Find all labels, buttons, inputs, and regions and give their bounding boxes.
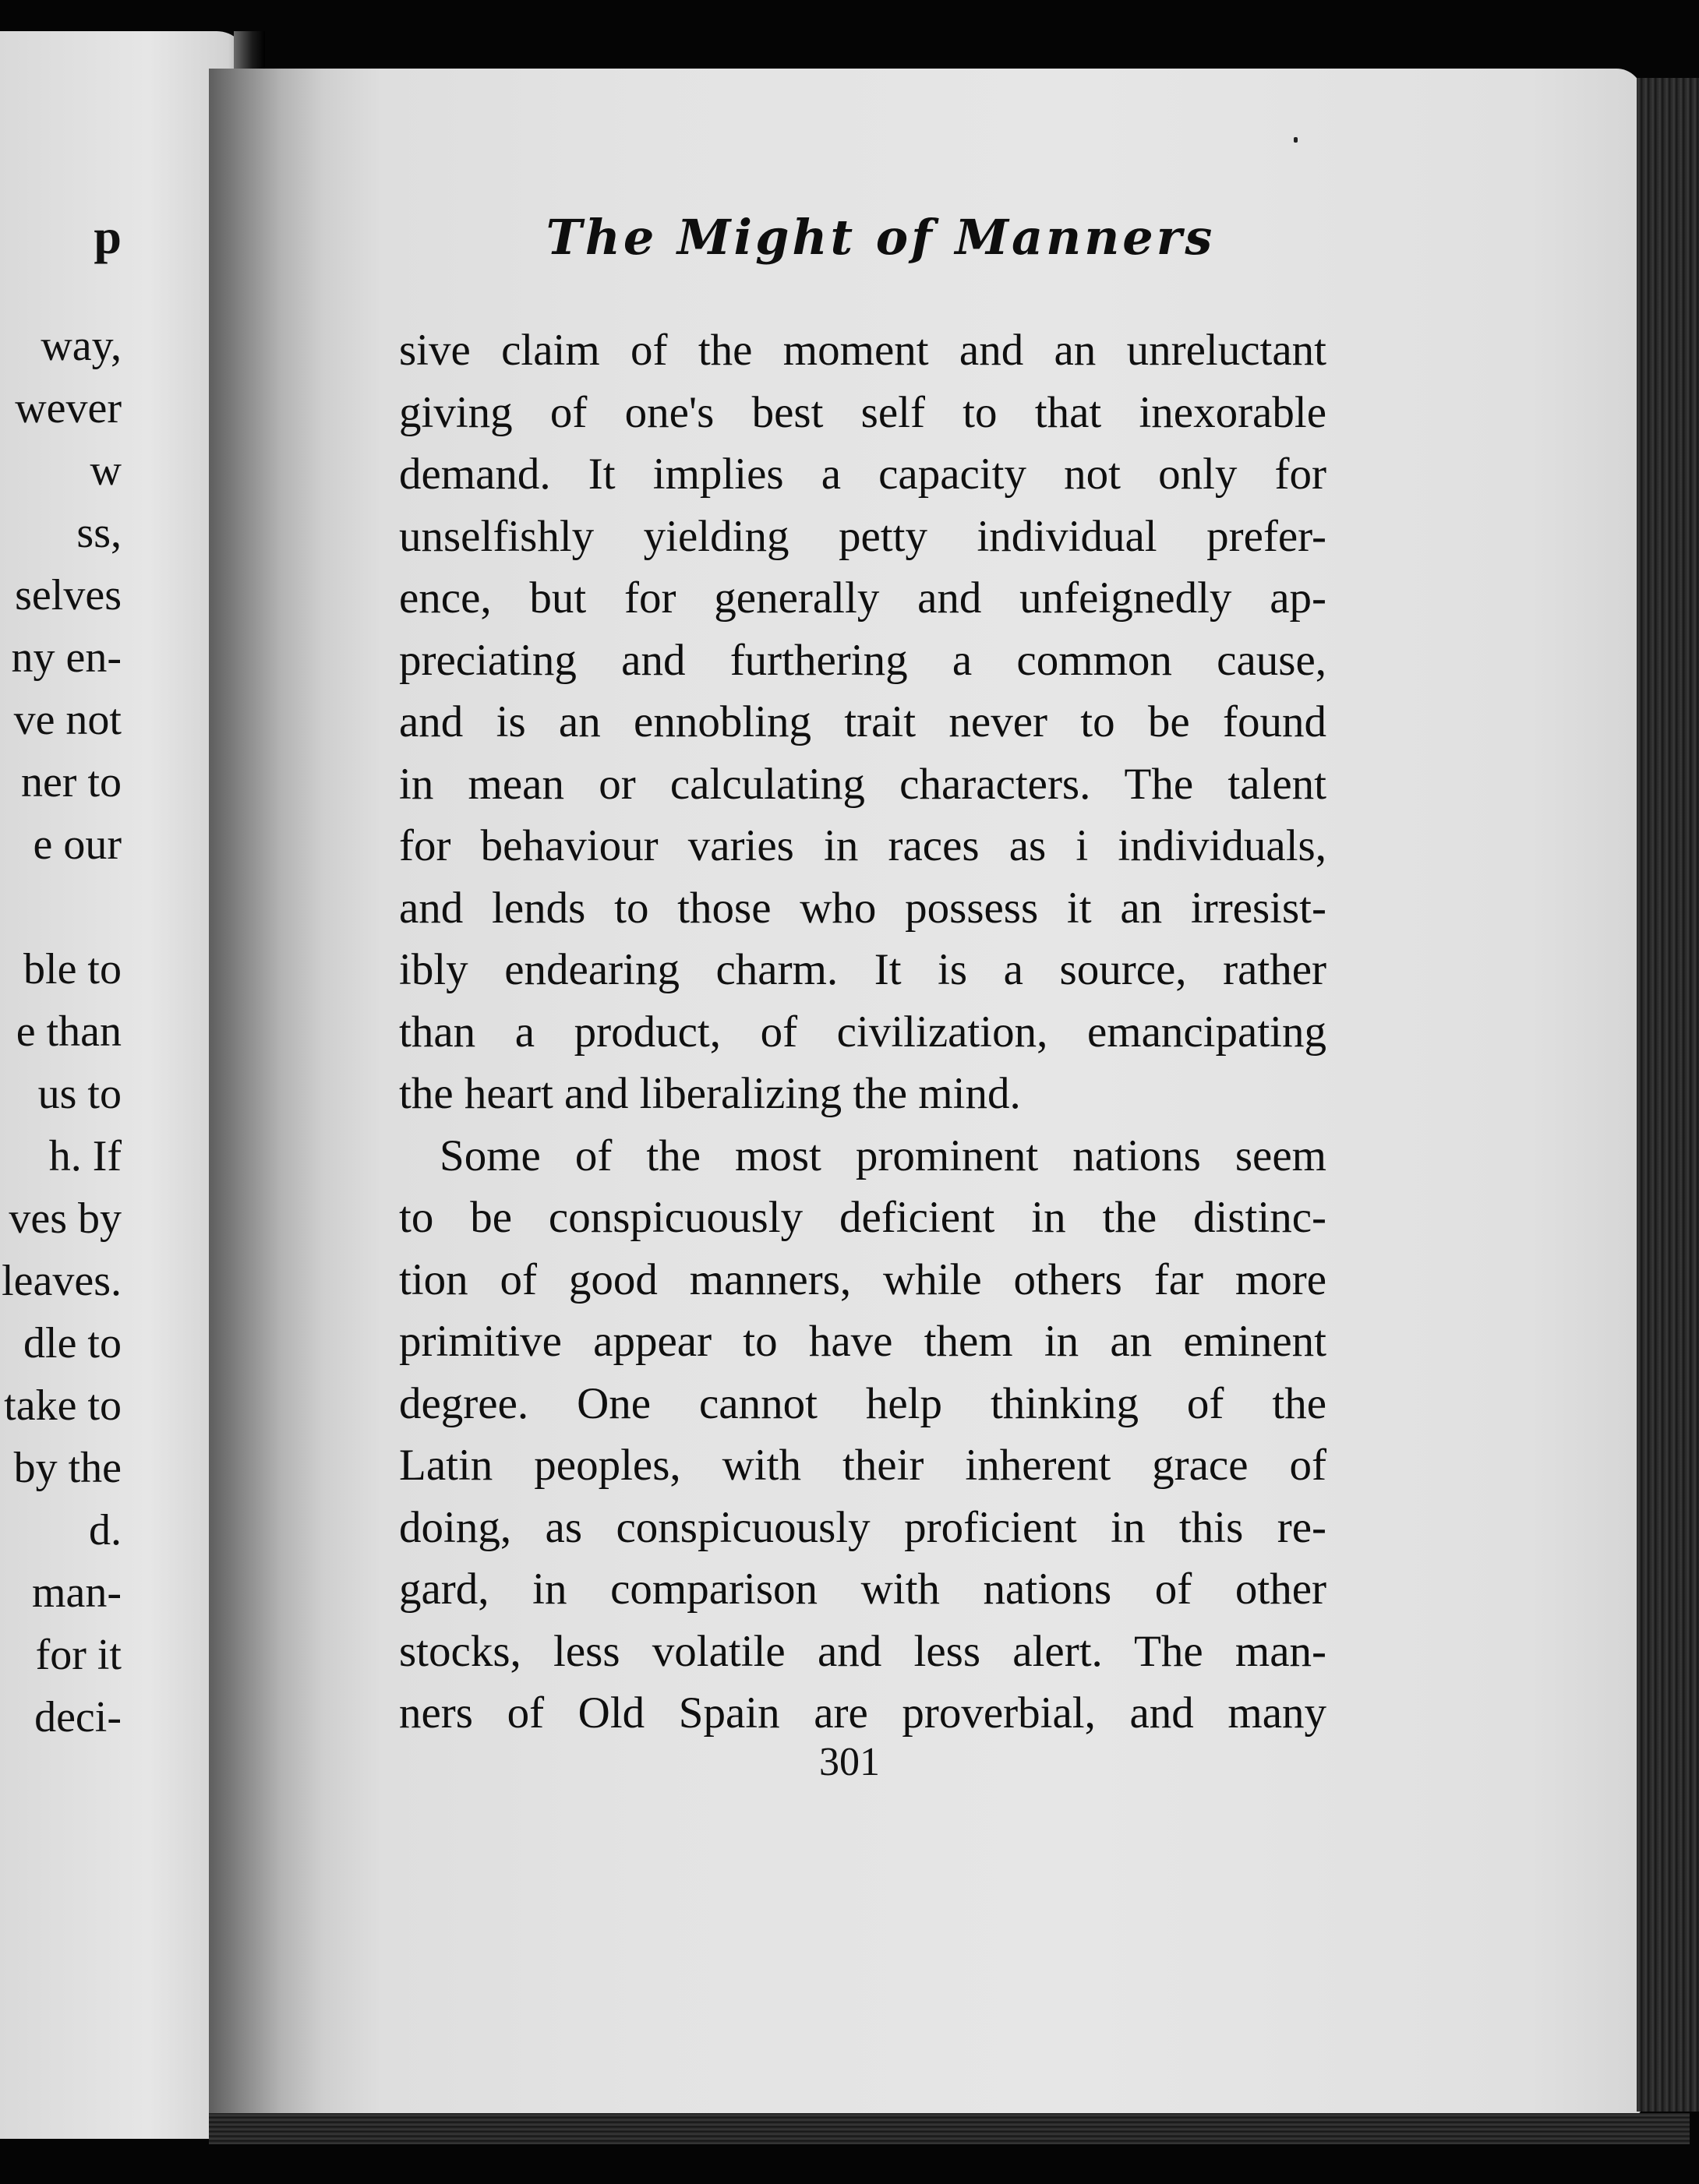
left-fragment: man-: [31, 1568, 122, 1617]
text-line: stocks, less volatile and less alert. The man-: [399, 1626, 1326, 1676]
left-fragment: leaves.: [2, 1257, 122, 1305]
running-head: The Might of Manners: [546, 209, 1216, 266]
dust-speck: [1294, 137, 1298, 143]
left-fragment: ss,: [76, 509, 122, 557]
left-fragment: us to: [37, 1070, 122, 1118]
left-fragment: ves by: [9, 1194, 122, 1243]
text-line: than a product, of civilization, emancipating: [399, 1007, 1326, 1057]
text-line: sive claim of the moment and an unreluctant: [399, 326, 1326, 375]
text-line: giving of one's best self to that inexorable: [399, 387, 1326, 437]
text-line: unselfishly yielding petty individual prefer-: [399, 511, 1326, 561]
text-line: and lends to those who possess it an irresist-: [399, 883, 1326, 933]
text-line: tion of good manners, while others far more: [399, 1254, 1326, 1304]
left-fragment: selves: [15, 571, 122, 619]
page-edges-right: [1637, 78, 1699, 2112]
text-line: ibly endearing charm. It is a source, rather: [399, 945, 1326, 994]
left-fragment: p: [94, 209, 122, 264]
text-line: to be conspicuously deficient in the distinc-: [399, 1193, 1326, 1242]
left-fragment: e our: [33, 820, 122, 869]
left-fragment: e than: [16, 1007, 122, 1056]
left-fragment: by the: [13, 1444, 122, 1492]
left-fragment: w: [90, 446, 122, 495]
text-line: ners of Old Spain are proverbial, and many: [399, 1688, 1326, 1738]
left-fragment: deci-: [34, 1693, 122, 1741]
text-line: ence, but for generally and unfeignedly ap-: [399, 573, 1326, 623]
left-fragment: take to: [4, 1381, 122, 1430]
page-number: 301: [819, 1740, 880, 1784]
page-edges-bottom: [209, 2113, 1690, 2144]
body-text: [399, 319, 1326, 1745]
left-fragment: way,: [41, 322, 122, 370]
text-line: Some of the most prominent nations seem: [440, 1131, 1326, 1180]
text-line: and is an ennobling trait never to be found: [399, 697, 1326, 746]
text-line: in mean or calculating characters. The talent: [399, 759, 1326, 809]
left-fragment: dle to: [23, 1319, 122, 1367]
left-fragment: ner to: [20, 758, 122, 806]
text-line: doing, as conspicuously proficient in this re-: [399, 1502, 1326, 1552]
text-line: preciating and furthering a common cause,: [399, 635, 1326, 685]
text-line: Latin peoples, with their inherent grace of: [399, 1441, 1326, 1490]
left-fragment: for it: [35, 1631, 122, 1679]
left-fragment: wever: [15, 384, 122, 432]
text-line: gard, in comparison with nations of other: [399, 1565, 1326, 1614]
left-fragment: ble to: [23, 945, 122, 993]
text-line: degree. One cannot help thinking of the: [399, 1378, 1326, 1428]
left-fragment: ve not: [13, 696, 122, 744]
left-fragment: d.: [89, 1506, 122, 1554]
text-line: demand. It implies a capacity not only for: [399, 450, 1326, 499]
left-fragment: h. If: [48, 1132, 122, 1180]
left-fragment: ny en-: [11, 633, 122, 682]
text-line: primitive appear to have them in an eminent: [399, 1317, 1326, 1366]
text-line: the heart and liberalizing the mind.: [399, 1069, 1021, 1118]
text-line: for behaviour varies in races as i individuals,: [399, 821, 1326, 870]
